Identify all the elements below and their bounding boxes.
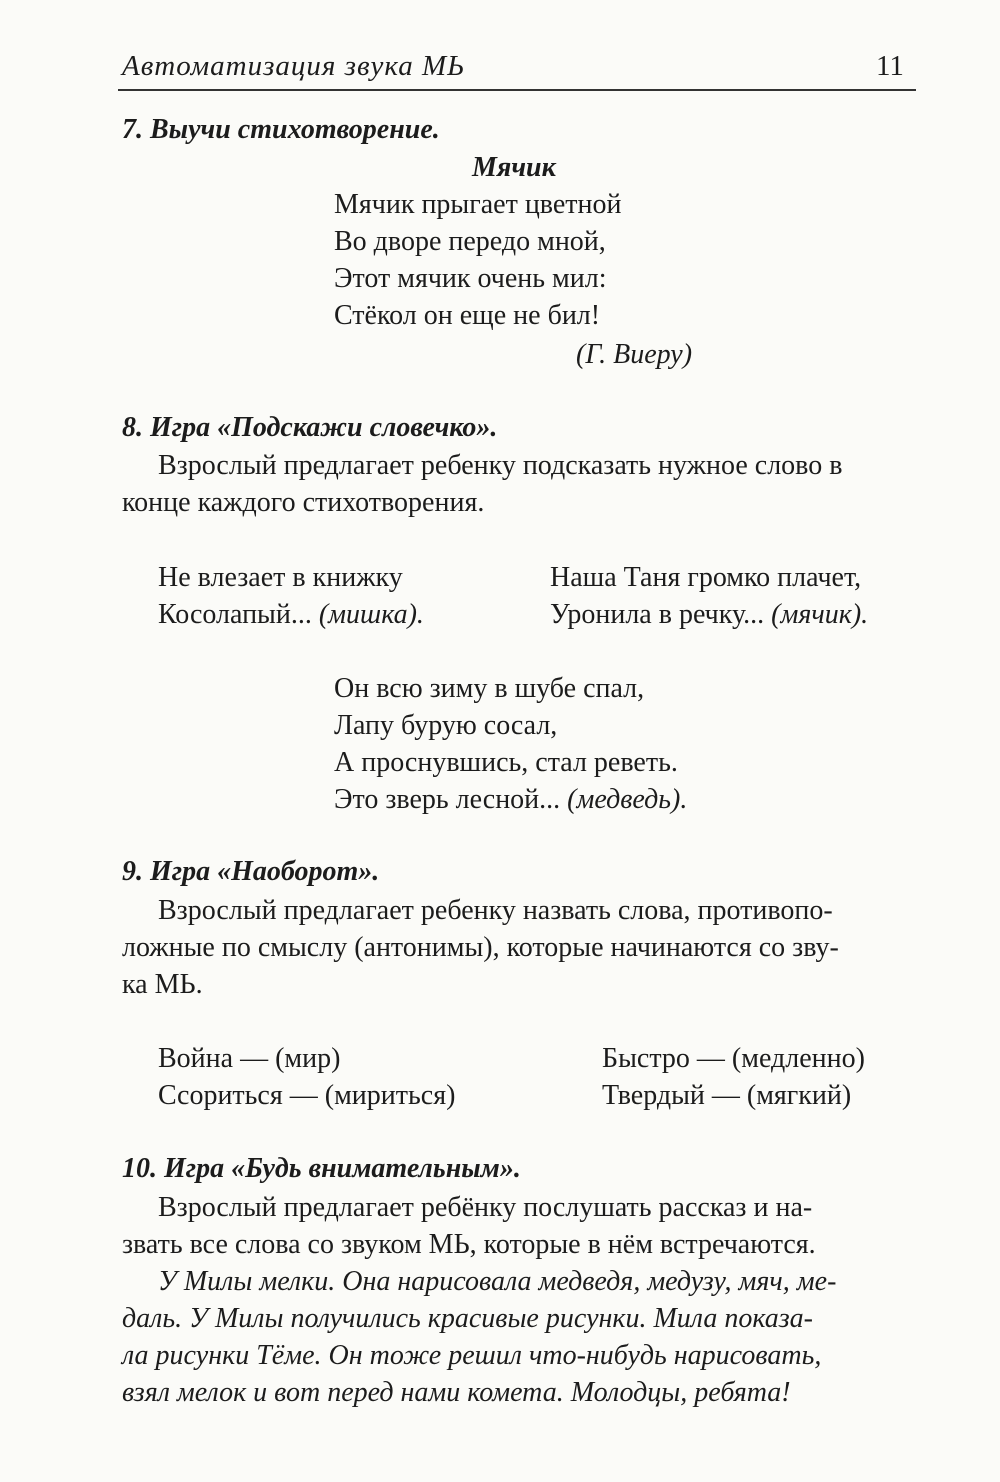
riddle-2-line bbox=[550, 596, 868, 633]
exercise-10-heading: 10. Игра «Будь внимательным». bbox=[122, 1153, 521, 1184]
story-line: даль. У Милы получились красивые рисунки. Мила показа- bbox=[122, 1303, 814, 1334]
exercise-7-heading: 7. Выучи стихотворение. bbox=[122, 114, 440, 145]
exercise-9-instruction: ложные по смыслу (антонимы), которые начинаются со зву- bbox=[122, 932, 839, 963]
antonym-pair: Ссориться — (мириться) bbox=[158, 1080, 456, 1111]
exercise-8-instruction: конце каждого стихотворения. bbox=[122, 487, 485, 518]
riddle-answer: (мишка). bbox=[318, 599, 424, 630]
riddle-answer: (медведь). bbox=[567, 784, 688, 815]
exercise-10-instruction: Взрослый предлагает ребёнку послушать рассказ и на- bbox=[158, 1192, 813, 1223]
antonym-pair: Твердый — (мягкий) bbox=[602, 1080, 852, 1111]
riddle-answer: (мячик). bbox=[771, 599, 869, 630]
story-line: ла рисунки Тёме. Он тоже решил что-нибудь нарисовать, bbox=[122, 1340, 822, 1371]
poem-line: Стёкол он еще не бил! bbox=[334, 300, 601, 331]
exercise-9-instruction: ка МЬ. bbox=[122, 969, 203, 1000]
exercise-10-instruction: звать все слова со звуком МЬ, которые в нём встречаются. bbox=[122, 1229, 816, 1260]
page-number: 11 bbox=[876, 50, 904, 82]
poem-title: Мячик bbox=[472, 152, 556, 183]
antonym-pair: Быстро — (медленно) bbox=[602, 1043, 865, 1074]
poem-line: Во дворе передо мной, bbox=[334, 226, 606, 257]
header-divider bbox=[118, 89, 916, 91]
running-header-title: Автоматизация звука МЬ bbox=[122, 50, 466, 82]
poem-line: Мячик прыгает цветной bbox=[334, 189, 622, 220]
story-line: взял мелок и вот перед нами комета. Молодцы, ребята! bbox=[122, 1377, 791, 1408]
riddle-text: Косолапый... bbox=[158, 599, 312, 630]
poem-author: (Г. Виеру) bbox=[576, 339, 693, 370]
exercise-8-instruction: Взрослый предлагает ребенку подсказать нужное слово в bbox=[158, 450, 843, 481]
poem-line: Этот мячик очень мил: bbox=[334, 263, 607, 294]
riddle-1-line: Не влезает в книжку bbox=[158, 562, 403, 593]
riddle-text: Это зверь лесной... bbox=[334, 784, 561, 815]
riddle-text: Уронила в речку... bbox=[550, 599, 765, 630]
riddle-1-line bbox=[158, 596, 424, 633]
exercise-9-instruction: Взрослый предлагает ребенку назвать слова, противопо- bbox=[158, 895, 833, 926]
exercise-8-heading: 8. Игра «Подскажи словечко». bbox=[122, 412, 498, 443]
riddle-3-line: А проснувшись, стал реветь. bbox=[334, 747, 678, 778]
story-line: У Милы мелки. Она нарисовала медведя, медузу, мяч, ме- bbox=[158, 1266, 837, 1297]
riddle-3-line: Лапу бурую сосал, bbox=[334, 710, 558, 741]
riddle-3-line bbox=[334, 781, 687, 818]
exercise-9-heading: 9. Игра «Наоборот». bbox=[122, 856, 380, 887]
antonym-pair: Война — (мир) bbox=[158, 1043, 341, 1074]
riddle-2-line: Наша Таня громко плачет, bbox=[550, 562, 862, 593]
riddle-3-line: Он всю зиму в шубе спал, bbox=[334, 673, 645, 704]
